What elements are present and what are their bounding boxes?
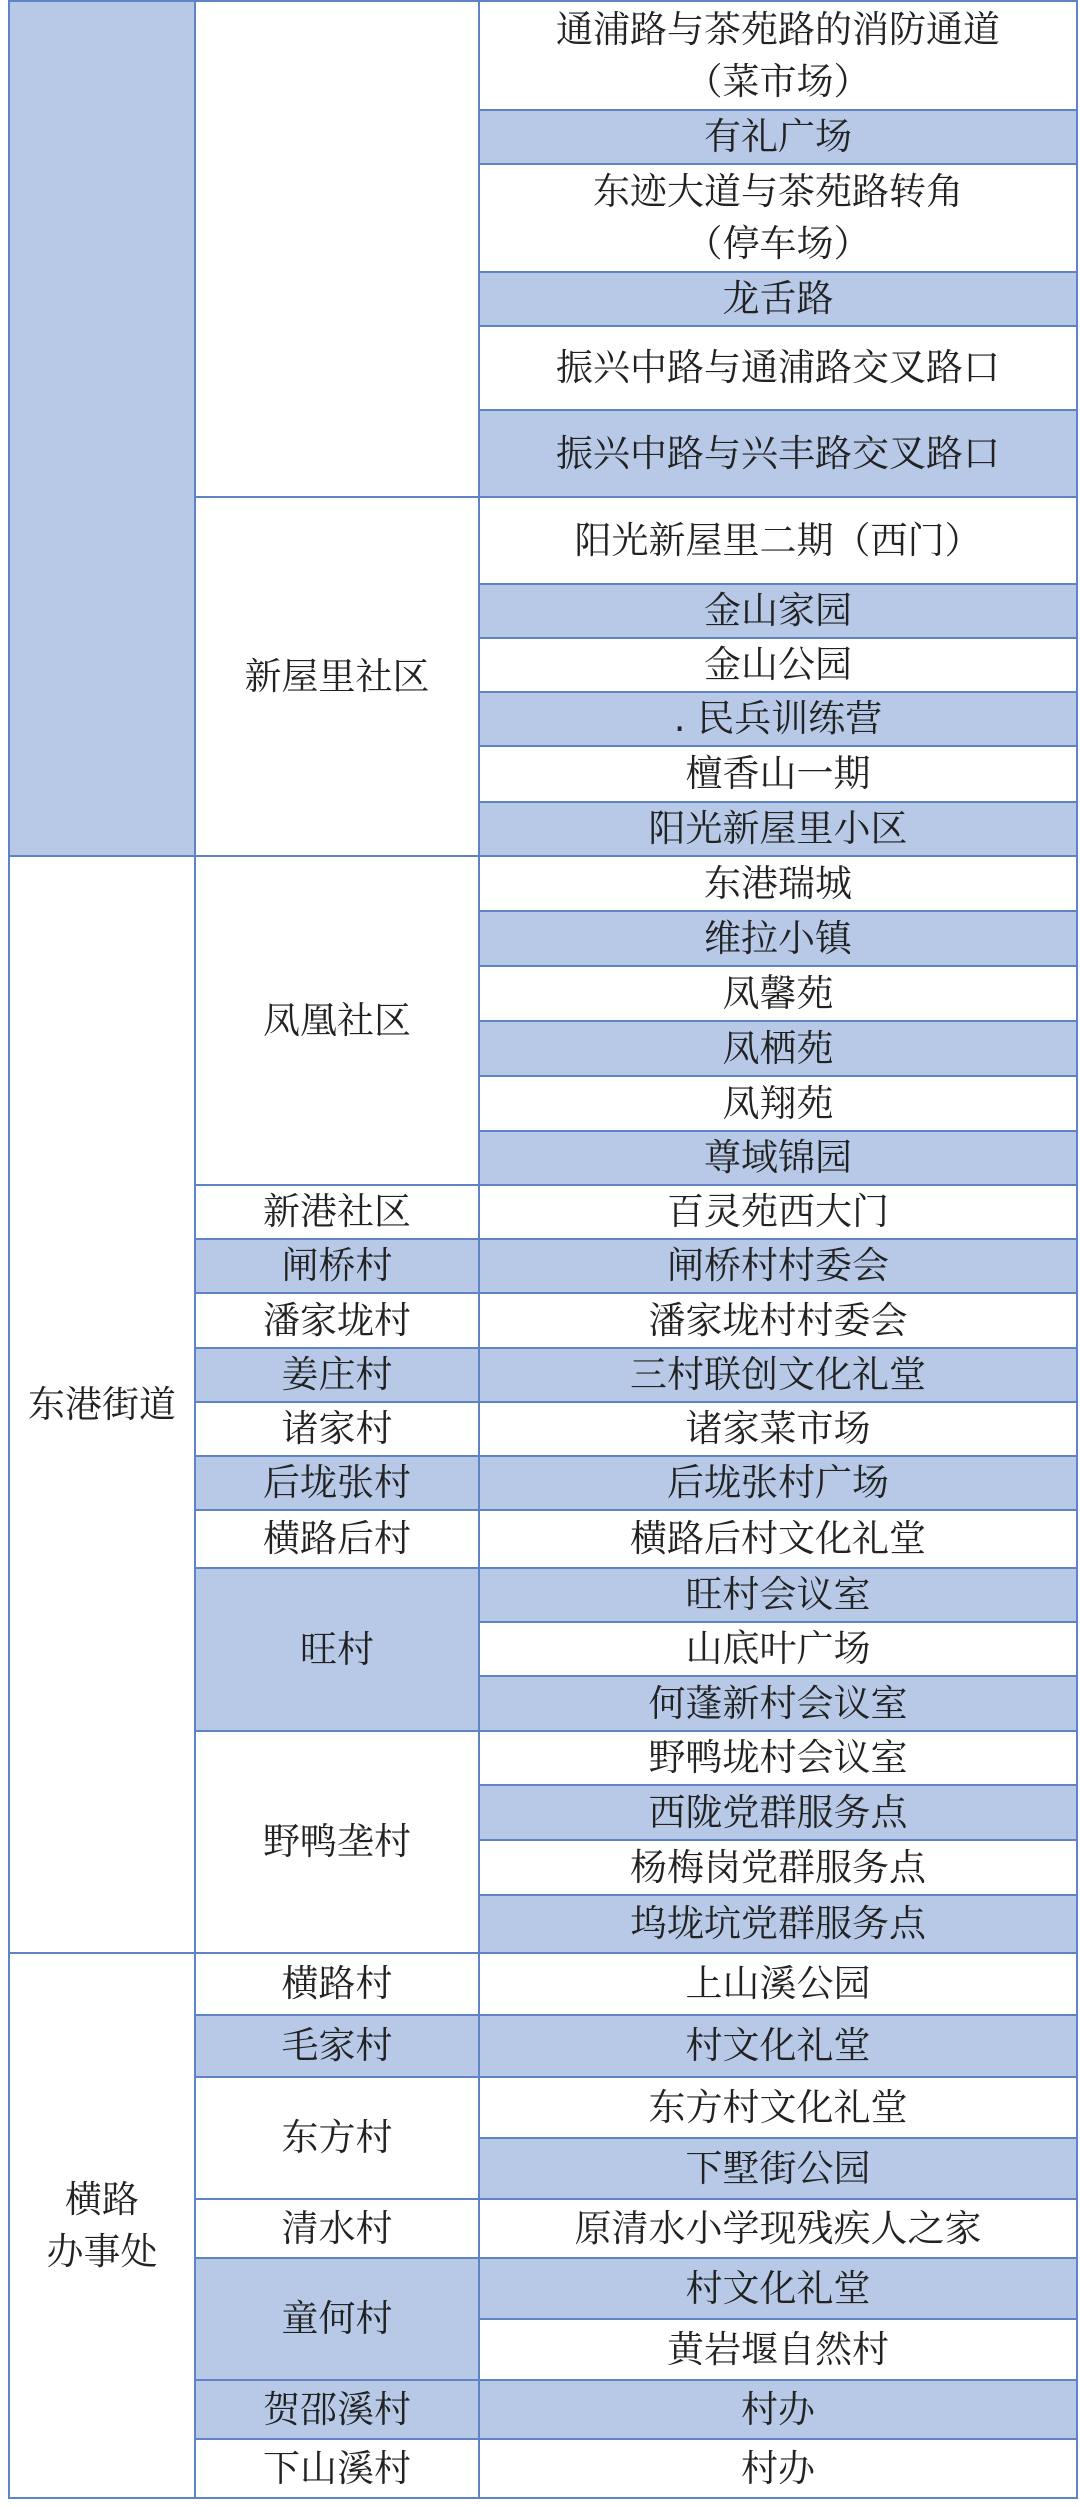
location-cell: 东迹大道与茶苑路转角 （停车场） <box>478 163 1078 273</box>
location-cell: 坞垅坑党群服务点 <box>478 1894 1078 1954</box>
community-cell: 姜庄村 <box>194 1347 480 1403</box>
location-cell: 下墅街公园 <box>478 2137 1078 2200</box>
location-cell: 凤翔苑 <box>478 1075 1078 1132</box>
community-cell <box>194 0 480 498</box>
location-cell: 振兴中路与通浦路交叉路口 <box>478 325 1078 411</box>
location-cell: 闸桥村村委会 <box>478 1238 1078 1294</box>
location-cell: 尊域锦园 <box>478 1130 1078 1186</box>
location-cell: 村文化礼堂 <box>478 2257 1078 2320</box>
location-cell: 村办 <box>478 2438 1078 2499</box>
community-cell: 横路村 <box>194 1952 480 2016</box>
community-cell: 下山溪村 <box>194 2438 480 2499</box>
location-cell: 振兴中路与兴丰路交叉路口 <box>478 409 1078 498</box>
community-cell: 童何村 <box>194 2257 480 2381</box>
location-cell: 旺村会议室 <box>478 1567 1078 1623</box>
community-cell: 贺邵溪村 <box>194 2379 480 2440</box>
location-cell: 檀香山一期 <box>478 745 1078 803</box>
location-cell: 维拉小镇 <box>478 910 1078 967</box>
community-cell: 横路后村 <box>194 1509 480 1569</box>
community-cell: 野鸭垄村 <box>194 1730 480 1954</box>
community-cell: 旺村 <box>194 1567 480 1732</box>
location-cell: 东方村文化礼堂 <box>478 2076 1078 2139</box>
location-cell: 凤栖苑 <box>478 1020 1078 1077</box>
location-cell: . 民兵训练营 <box>478 691 1078 747</box>
location-cell: 金山公园 <box>478 637 1078 693</box>
street-cell: 东港街道 <box>8 855 196 1954</box>
location-cell: 阳光新屋里小区 <box>478 801 1078 857</box>
location-cell: 村办 <box>478 2379 1078 2440</box>
street-cell: 横路 办事处 <box>8 1952 196 2499</box>
location-cell: 黄岩堰自然村 <box>478 2318 1078 2381</box>
location-cell: 有礼广场 <box>478 109 1078 165</box>
location-cell: 山底叶广场 <box>478 1621 1078 1677</box>
location-cell: 诸家菜市场 <box>478 1401 1078 1457</box>
community-cell: 后垅张村 <box>194 1455 480 1511</box>
community-cell: 潘家垅村 <box>194 1292 480 1349</box>
community-cell: 凤凰社区 <box>194 855 480 1186</box>
location-cell: 村文化礼堂 <box>478 2014 1078 2078</box>
community-cell: 新港社区 <box>194 1184 480 1240</box>
location-cell: 三村联创文化礼堂 <box>478 1347 1078 1403</box>
location-cell: 上山溪公园 <box>478 1952 1078 2016</box>
community-cell: 新屋里社区 <box>194 496 480 857</box>
street-cell <box>8 0 196 857</box>
location-cell: 野鸭垅村会议室 <box>478 1730 1078 1786</box>
location-cell: 杨梅岗党群服务点 <box>478 1839 1078 1896</box>
location-cell: 阳光新屋里二期（西门） <box>478 496 1078 585</box>
community-cell: 清水村 <box>194 2198 480 2259</box>
community-cell: 毛家村 <box>194 2014 480 2078</box>
location-cell: 东港瑞城 <box>478 855 1078 912</box>
location-cell: 西陇党群服务点 <box>478 1784 1078 1841</box>
location-cell: 潘家垅村村委会 <box>478 1292 1078 1349</box>
community-cell: 闸桥村 <box>194 1238 480 1294</box>
location-cell: 原清水小学现残疾人之家 <box>478 2198 1078 2259</box>
location-cell: 横路后村文化礼堂 <box>478 1509 1078 1569</box>
location-cell: 何蓬新村会议室 <box>478 1675 1078 1732</box>
location-cell: 龙舌路 <box>478 271 1078 327</box>
community-cell: 东方村 <box>194 2076 480 2200</box>
location-cell: 百灵苑西大门 <box>478 1184 1078 1240</box>
location-cell: 后垅张村广场 <box>478 1455 1078 1511</box>
community-cell: 诸家村 <box>194 1401 480 1457</box>
location-cell: 通浦路与茶苑路的消防通道 （菜市场） <box>478 0 1078 111</box>
location-cell: 凤馨苑 <box>478 965 1078 1022</box>
location-cell: 金山家园 <box>478 583 1078 639</box>
